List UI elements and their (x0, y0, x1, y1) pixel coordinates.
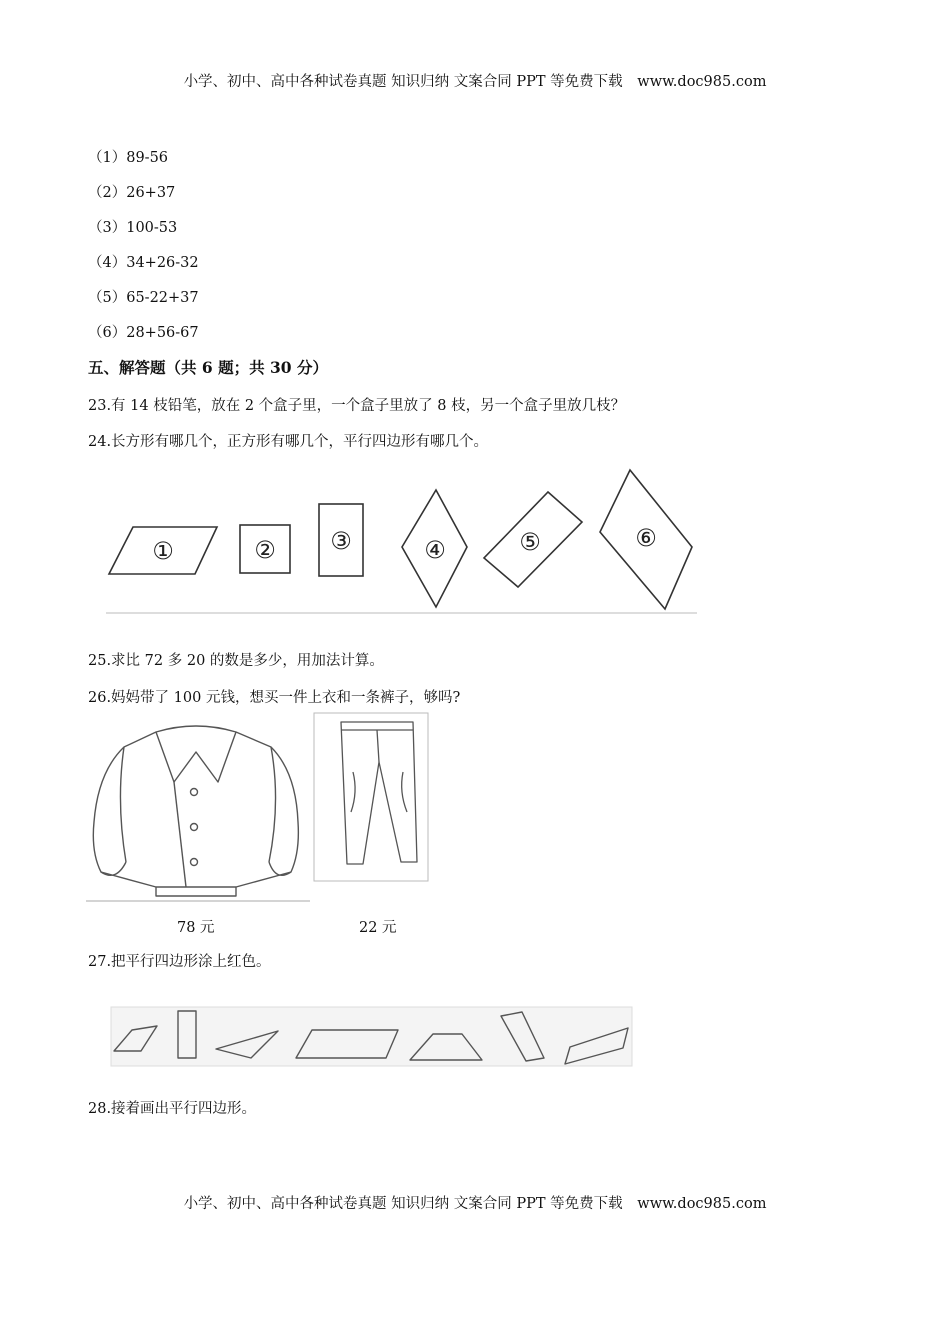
shape-label-6: ⑥ (635, 524, 657, 552)
shape-label-2: ② (254, 536, 276, 564)
shape-label-3: ③ (330, 527, 352, 555)
shape-label-4: ④ (424, 536, 446, 564)
jacket-price: 78 元 (177, 920, 215, 936)
calc-item-4: （4）34+26-32 (88, 255, 199, 271)
section-title: 五、解答题（共 6 题；共 30 分） (88, 358, 328, 377)
page-footer (0, 1192, 950, 1213)
jacket-image (86, 712, 311, 904)
shape-label-1: ① (152, 537, 174, 565)
question-24: 24.长方形有哪几个，正方形有哪几个，平行四边形有哪几个。 (88, 434, 489, 450)
shape-label-5: ⑤ (519, 528, 541, 556)
shapes-strip-image (110, 1006, 634, 1068)
calc-item-6: （6）28+56-67 (88, 325, 199, 341)
quadrilateral-figure (100, 462, 700, 617)
page-header (0, 70, 950, 91)
pants-image (313, 712, 429, 882)
footer-text: 小学、初中、高中各种试卷真题 知识归纳 文案合同 PPT 等免费下载 (183, 1196, 623, 1212)
calc-item-2: （2）26+37 (88, 185, 176, 201)
footer-site: www.doc985.com (637, 1196, 767, 1212)
question-27: 27.把平行四边形涂上红色。 (88, 954, 271, 970)
header-text: 小学、初中、高中各种试卷真题 知识归纳 文案合同 PPT 等免费下载 (183, 74, 623, 90)
question-23: 23.有 14 枝铅笔，放在 2 个盒子里，一个盒子里放了 8 枝，另一个盒子里放几枝？ (88, 398, 626, 414)
calc-item-1: （1）89-56 (88, 150, 169, 166)
calc-item-5: （5）65-22+37 (88, 290, 199, 306)
question-28: 28.接着画出平行四边形。 (88, 1101, 257, 1117)
pants-price: 22 元 (359, 920, 397, 936)
question-26: 26.妈妈带了 100 元钱，想买一件上衣和一条裤子，够吗? (88, 690, 461, 706)
header-site: www.doc985.com (637, 74, 767, 90)
question-25: 25.求比 72 多 20 的数是多少，用加法计算。 (88, 653, 384, 669)
calc-item-3: （3）100-53 (88, 220, 178, 236)
